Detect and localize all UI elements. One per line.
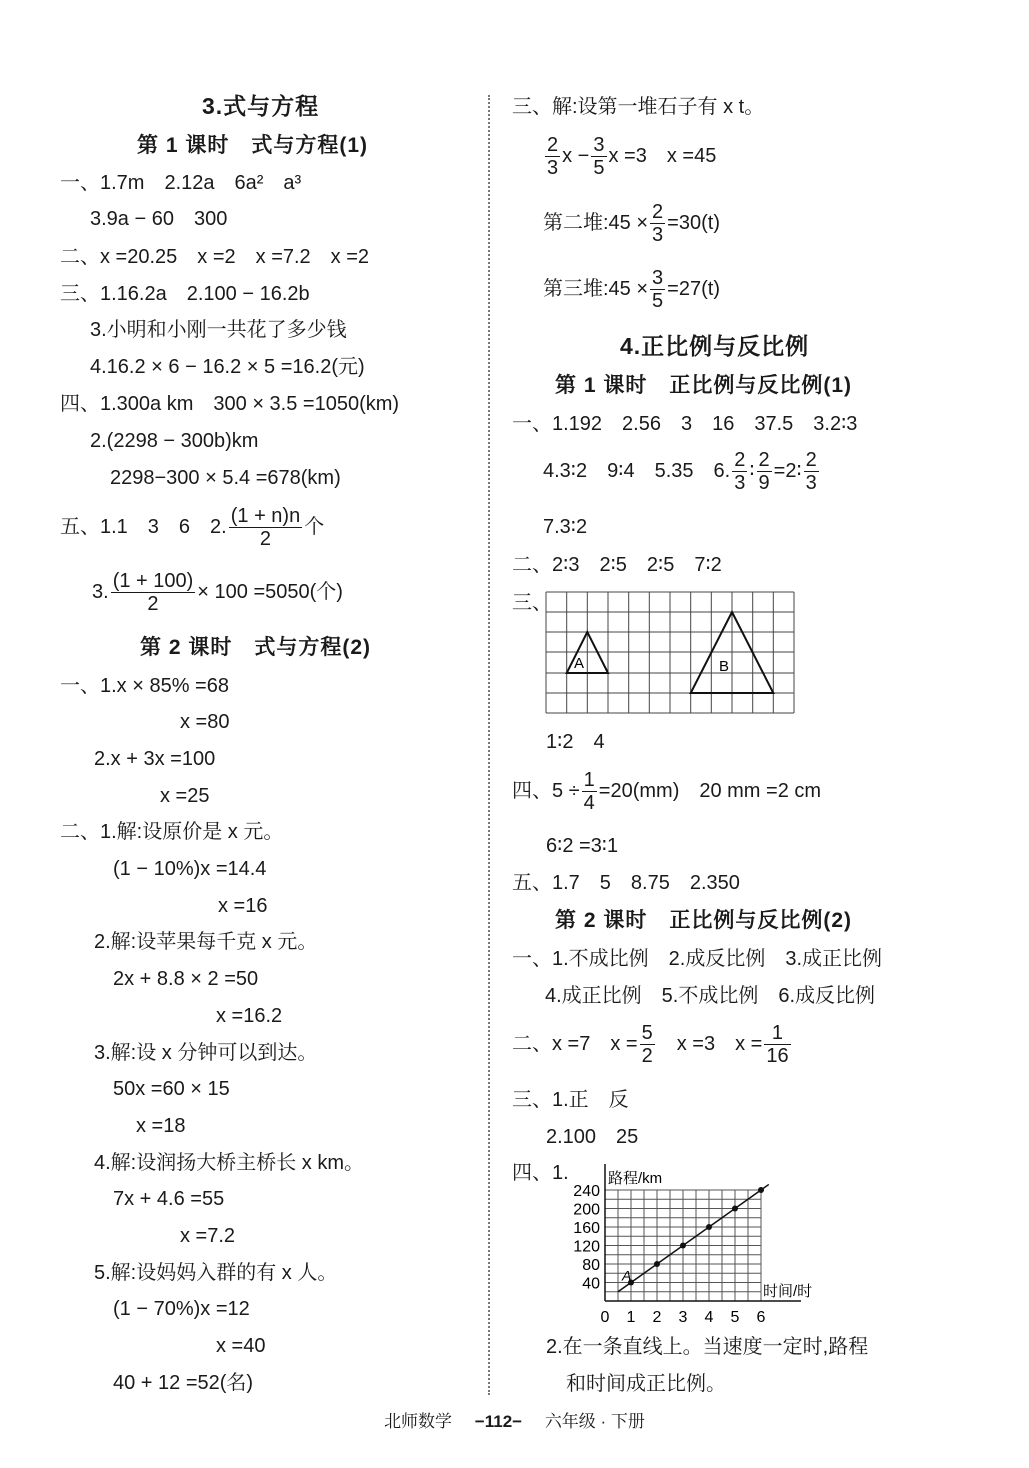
- data-point: [680, 1243, 686, 1249]
- triangle-b-label: B: [719, 658, 730, 675]
- answer-line: 3.解:设 x 分钟可以到达。: [94, 1042, 318, 1064]
- lesson-title: 第 2 课时 正比例与反比例(2): [555, 909, 853, 932]
- x-tick-label: 4: [704, 1309, 714, 1326]
- fraction: [582, 769, 597, 814]
- numerator: 5: [641, 1022, 653, 1044]
- x-tick-label: 1: [626, 1309, 636, 1326]
- text-segment: 五、1.1 3 6 2.: [60, 515, 227, 538]
- answer-line: x =7.2: [180, 1225, 236, 1247]
- denominator: 4: [583, 792, 595, 814]
- answer-line: (1 − 70%)x =12: [113, 1298, 250, 1320]
- footer-left: 北师数学: [384, 1412, 453, 1431]
- denominator: 5: [593, 157, 605, 179]
- answer-line: 40 + 12 =52(名): [113, 1372, 254, 1394]
- series-line: [618, 1184, 769, 1291]
- text-segment: =2∶: [773, 459, 802, 482]
- answer-line: 4.成正比例 5.不成比例 6.成反比例: [545, 985, 876, 1007]
- data-point: [706, 1224, 712, 1230]
- section-title-left: 3.式与方程: [202, 93, 320, 119]
- data-point: [732, 1206, 738, 1212]
- fraction: [640, 1022, 655, 1067]
- numerator: 1: [583, 769, 595, 791]
- answer-line: 2.(2298 − 300b)km: [90, 430, 259, 452]
- answer-line-fraction: 4.3∶2 9∶4 5.35 6. $\frac{2}{3}$ ∶ $\frac{2}{9}$ =2∶ $\frac{2}{3}$: [543, 449, 817, 494]
- denominator: 3: [652, 224, 664, 246]
- x-tick-label: 0: [600, 1309, 610, 1326]
- lesson-title: 第 2 课时 式与方程(2): [140, 636, 372, 659]
- answer-line: 2.x + 3x =100: [94, 748, 216, 770]
- fraction: [650, 201, 665, 246]
- fraction: [111, 570, 196, 615]
- answer-line-fraction: [512, 769, 821, 814]
- answer-line: 7x + 4.6 =55: [113, 1188, 225, 1210]
- data-point: [654, 1261, 660, 1267]
- answer-line: 50x =60 × 15: [113, 1078, 230, 1100]
- fraction: [732, 449, 747, 494]
- answer-line: 二、2∶3 2∶5 2∶5 7∶2: [512, 554, 722, 576]
- answer-line-fraction: [512, 1022, 793, 1067]
- y-tick-label: 160: [573, 1220, 600, 1237]
- numerator: 2: [734, 449, 746, 471]
- answer-line: 5.解:设妈妈入群的有 x 人。: [94, 1262, 338, 1284]
- data-point: [758, 1187, 764, 1193]
- fraction: [650, 267, 665, 312]
- answer-line: 三、1.正 反: [512, 1089, 629, 1111]
- fraction: [591, 134, 606, 179]
- text-segment: 个: [304, 515, 325, 538]
- triangle-grid-figure: [544, 590, 798, 718]
- answer-line: x =18: [136, 1115, 186, 1137]
- y-axis-label: 路程/km: [608, 1170, 663, 1187]
- fraction: [804, 449, 819, 494]
- column-divider: [488, 95, 490, 1395]
- denominator: 2: [641, 1045, 653, 1067]
- answer-line-fraction: [543, 134, 716, 179]
- y-tick-label: 120: [573, 1238, 600, 1256]
- denominator: 2: [259, 528, 272, 550]
- triangle-a-label: A: [574, 655, 585, 672]
- fraction: [764, 1022, 790, 1067]
- answer-line: x =80: [180, 711, 230, 733]
- answer-line: 五、1.7 5 8.75 2.350: [512, 872, 740, 894]
- denominator: 9: [758, 472, 770, 494]
- x-tick-label: 2: [652, 1309, 662, 1326]
- answer-line: 4.解:设润扬大桥主桥长 x km。: [94, 1152, 365, 1174]
- denominator: 3: [547, 157, 559, 179]
- answer-line: 2.100 25: [546, 1126, 639, 1148]
- y-tick-label: 200: [573, 1201, 600, 1219]
- numerator: 3: [593, 134, 605, 156]
- fraction: [545, 134, 560, 179]
- lesson-title: 第 1 课时 式与方程(1): [137, 134, 369, 157]
- answer-line: 1∶2 4: [546, 731, 605, 753]
- numerator: (1 + n)n: [230, 505, 301, 527]
- distance-time-chart: [558, 1160, 838, 1330]
- numerator: 3: [652, 267, 664, 289]
- answer-line: 7.3∶2: [543, 516, 588, 538]
- numerator: 2: [547, 134, 559, 156]
- answer-line: 一、1.x × 85% =68: [60, 675, 229, 697]
- text-segment: 四、5 ÷: [512, 779, 580, 802]
- answer-line: x =16.2: [216, 1005, 283, 1027]
- y-tick-label: 240: [573, 1183, 600, 1200]
- numerator: 1: [764, 1022, 790, 1045]
- numerator: 2: [758, 449, 770, 471]
- text-segment: 第三堆:45 ×: [543, 277, 649, 300]
- text-segment: 第二堆:45 ×: [543, 211, 649, 234]
- answer-line: 4.16.2 × 6 − 16.2 × 5 =16.2(元): [90, 356, 365, 378]
- fraction: [757, 449, 772, 494]
- denominator: 2: [147, 593, 159, 615]
- answer-line: x =25: [160, 785, 210, 807]
- text-segment: 3.: [92, 580, 109, 603]
- x-tick-label: 6: [756, 1309, 766, 1326]
- text-segment: =30(t): [667, 211, 720, 234]
- answer-line: 二、x =20.25 x =2 x =7.2 x =2: [60, 246, 370, 268]
- answer-line: 一、1.7m 2.12a 6a² a³: [60, 172, 302, 194]
- answer-line: x =16: [218, 895, 268, 917]
- text-segment: 二、x =7 x =: [512, 1032, 638, 1055]
- answer-line: x =40: [216, 1335, 266, 1357]
- answer-line: 3.小明和小刚一共花了多少钱: [90, 319, 347, 341]
- numerator: 2: [805, 449, 817, 471]
- text-segment: × 100 =5050(个): [197, 580, 343, 603]
- x-tick-label: 3: [678, 1309, 688, 1326]
- section-title-right: 4.正比例与反比例: [620, 333, 810, 359]
- answer-label: 三、: [512, 592, 552, 614]
- denominator: 3: [734, 472, 746, 494]
- x-axis-label: 时间/时: [763, 1283, 813, 1300]
- text-segment: 4.3∶2 9∶4 5.35 6.: [543, 459, 731, 482]
- answer-line: 一、1.不成比例 2.成反比例 3.成正比例: [512, 948, 883, 970]
- numerator: 2: [652, 201, 664, 223]
- answer-line: 三、1.16.2a 2.100 − 16.2b: [60, 283, 310, 305]
- answer-line: 一、1.192 2.56 3 16 37.5 3.2∶3: [512, 413, 858, 435]
- answer-line-fraction: [543, 201, 720, 246]
- answer-line: 2.在一条直线上。当速度一定时,路程: [546, 1336, 869, 1358]
- answer-line: 3.9a − 60 300: [90, 208, 228, 230]
- answer-line-fraction: [92, 570, 343, 615]
- text-segment: =20(mm) 20 mm =2 cm: [598, 779, 822, 802]
- chart-plot: [618, 1184, 769, 1291]
- answer-line-fraction: [543, 267, 720, 312]
- denominator: 5: [652, 290, 664, 312]
- page-number: −112−: [474, 1412, 523, 1431]
- grid-lines: [546, 592, 794, 713]
- y-tick-label: 40: [582, 1275, 600, 1293]
- answer-line: 和时间成正比例。: [566, 1373, 726, 1395]
- denominator: 16: [766, 1045, 789, 1067]
- lesson-title: 第 1 课时 正比例与反比例(1): [555, 374, 853, 397]
- fraction: [229, 505, 302, 550]
- answer-line-fraction: [60, 505, 324, 550]
- answer-line: 二、1.解:设原价是 x 元。: [60, 821, 284, 843]
- answer-line: (1 − 10%)x =14.4: [113, 858, 267, 880]
- answer-line: 三、解:设第一堆石子有 x t。: [512, 96, 765, 118]
- answer-line: 2298−300 × 5.4 =678(km): [110, 467, 341, 489]
- text-segment: x −: [562, 144, 590, 167]
- text-segment: x =3 x =45: [608, 144, 717, 167]
- answer-line: 四、1.300a km 300 × 3.5 =1050(km): [60, 393, 400, 415]
- x-tick-label: 5: [730, 1309, 740, 1326]
- y-tick-label: 80: [582, 1257, 600, 1274]
- answer-line: 6∶2 =3∶1: [546, 835, 619, 857]
- text-segment: x =3 x =: [676, 1032, 763, 1055]
- footer-right: 六年级 · 下册: [544, 1412, 645, 1431]
- answer-line: 2x + 8.8 × 2 =50: [113, 968, 259, 990]
- point-label: A: [622, 1267, 632, 1284]
- denominator: 3: [805, 472, 817, 494]
- text-segment: =27(t): [667, 277, 720, 300]
- answer-label: 四、1.: [512, 1162, 569, 1184]
- page-footer: [0, 1407, 1029, 1432]
- numerator: (1 + 100): [112, 570, 194, 592]
- answer-line: 2.解:设苹果每千克 x 元。: [94, 931, 318, 953]
